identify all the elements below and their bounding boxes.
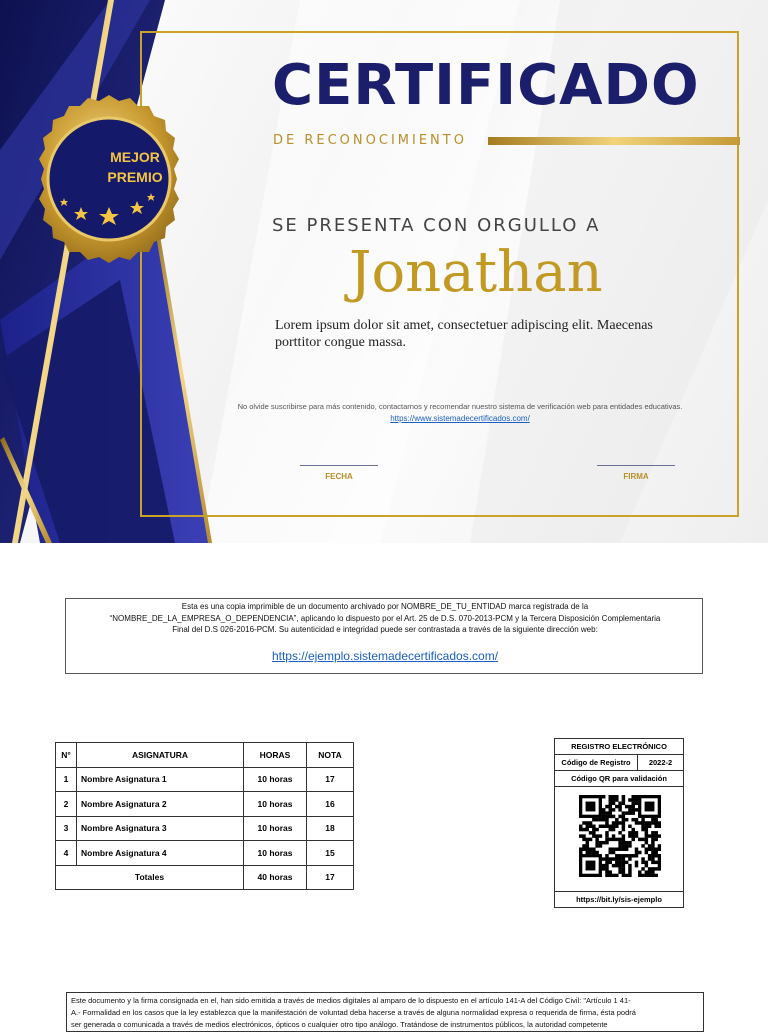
subscription-note: No olvide suscribirse para más contenido, contactarnos y recomendar nuestro sistema de verificación web para entidades educativas.	[237, 402, 683, 411]
row-hours: 10 horas	[244, 816, 307, 841]
row-num: 4	[56, 841, 77, 866]
header-grade: NOTA	[307, 743, 354, 768]
date-line	[300, 465, 378, 466]
legal-footer	[66, 992, 704, 1032]
header-num: N°	[56, 743, 77, 768]
row-subject: Nombre Asignatura 4	[77, 841, 244, 866]
row-subject: Nombre Asignatura 2	[77, 792, 244, 817]
legal-line1: Este documento y la firma consignada en el, han sido emitida a través de medios digitales al amparo de lo dispuesto en el artículo 141-A del Código Civil: "Artículo 1 41-	[71, 996, 631, 1005]
totals-row	[56, 865, 354, 890]
registry-title: REGISTRO ELECTRÓNICO	[555, 739, 683, 755]
row-grade: 17	[307, 767, 354, 792]
badge-text-line1: MEJOR	[110, 149, 160, 165]
badge-text-line2: PREMIO	[107, 169, 163, 185]
qr-label: Código QR para validación	[555, 771, 683, 787]
recipient-name: Jonathan	[349, 240, 603, 305]
totals-label: Totales	[56, 865, 244, 890]
row-grade: 16	[307, 792, 354, 817]
registry-code-row	[555, 755, 683, 771]
electronic-registry	[554, 738, 684, 908]
row-grade: 18	[307, 816, 354, 841]
verification-link[interactable]: https://ejemplo.sistemadecertificados.com/	[271, 649, 499, 663]
table-row	[56, 816, 354, 841]
row-grade: 15	[307, 841, 354, 866]
legal-line2: A.- Formalidad en los casos que la ley establezca que la manifestación de voluntad deba hacerse a través de alguna normalidad expresa o requerida de firma, ésta podrá	[71, 1008, 636, 1017]
grades-table	[55, 742, 354, 890]
row-hours: 10 horas	[244, 767, 307, 792]
certificate-subtitle: DE RECONOCIMIENTO	[273, 133, 467, 148]
signature-label: FIRMA	[623, 472, 649, 481]
header-subject: ASIGNATURA	[77, 743, 244, 768]
table-row	[56, 841, 354, 866]
header-hours: HORAS	[244, 743, 307, 768]
row-hours: 10 horas	[244, 841, 307, 866]
row-hours: 10 horas	[244, 792, 307, 817]
table-header-row	[56, 743, 354, 768]
totals-grade: 17	[307, 865, 354, 890]
notice-line3: Final del D.S 026-2016-PCM. Su autenticidad e integridad puede ser contrastada a través de la siguiente dirección web:	[172, 625, 598, 634]
row-subject: Nombre Asignatura 3	[77, 816, 244, 841]
registry-short-url[interactable]: https://bit.ly/sis-ejemplo	[576, 895, 662, 904]
signature-line	[597, 465, 675, 466]
certificate-title: CERTIFICADO	[272, 53, 700, 118]
registry-code-label: Código de Registro	[555, 755, 638, 770]
registry-code-value: 2022-2	[648, 758, 673, 767]
certificate-description: Lorem ipsum dolor sit amet, consectetuer adipiscing elit. Maecenas porttitor congue massa.	[275, 318, 653, 350]
website-link[interactable]: https://www.sistemadecertificados.com/	[390, 414, 530, 423]
presents-text: SE PRESENTA CON ORGULLO A	[272, 215, 601, 236]
date-label: FECHA	[325, 472, 353, 481]
row-num: 1	[56, 767, 77, 792]
notice-line2: “NOMBRE_DE_LA_EMPRESA_O_DEPENDENCIA”, aplicando lo dispuesto por el Art. 25 de D.S. 070-2013-PCM y la Tercera Disposición Complementaria	[109, 613, 661, 623]
row-subject: Nombre Asignatura 1	[77, 767, 244, 792]
totals-hours: 40 horas	[244, 865, 307, 890]
table-row	[56, 767, 354, 792]
table-row	[56, 792, 354, 817]
row-num: 3	[56, 816, 77, 841]
qr-code-icon[interactable]	[579, 795, 661, 877]
qr-container	[555, 787, 683, 892]
gold-divider	[488, 137, 740, 145]
authenticity-notice	[65, 598, 703, 674]
row-num: 2	[56, 792, 77, 817]
legal-line3: ser generada o comunicada a través de medios electrónicos, ópticos o cualquier otro tipo análogo. Tratándose de instrumentos públicos, la autoridad competente	[71, 1020, 608, 1029]
notice-text	[74, 601, 696, 636]
notice-line1: Esta es una copia imprimible de un documento archivado por NOMBRE_DE_TU_ENTIDAD marca registrada de la	[181, 602, 589, 611]
